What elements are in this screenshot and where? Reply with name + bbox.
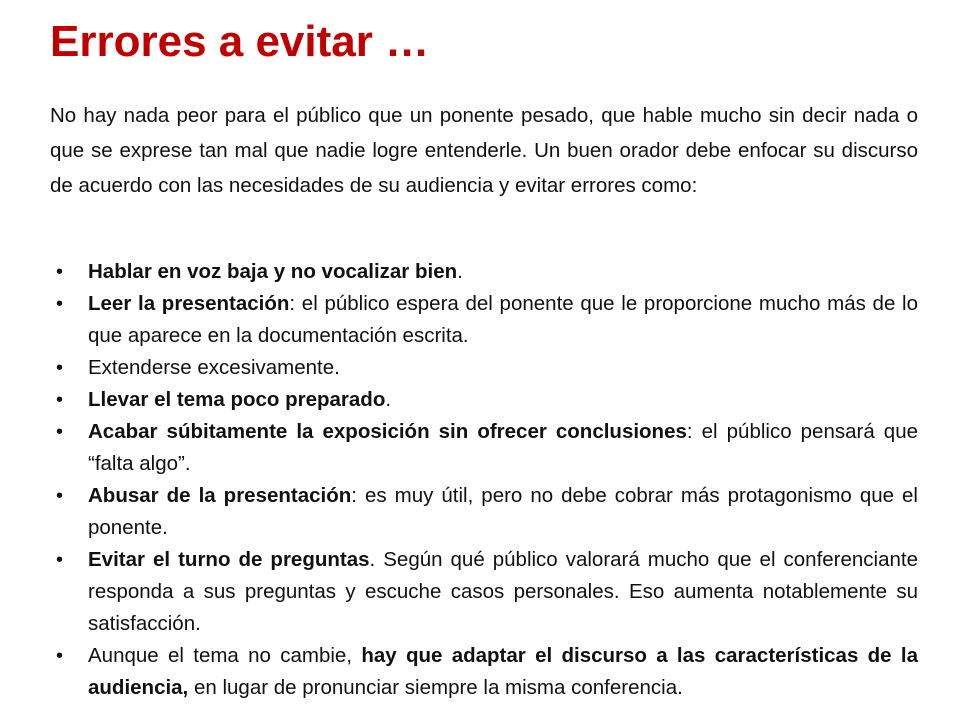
- item-text: : el público espera del ponente que le proporcione mucho más de lo que aparece en la documentación escrita.: [88, 292, 919, 347]
- item-emphasis: Evitar el turno de preguntas: [88, 548, 370, 571]
- item-text: : el público pensará que “falta algo”.: [88, 420, 918, 475]
- item-emphasis: Hablar en voz baja y no vocalizar bien: [88, 260, 458, 283]
- bullet-icon: •: [56, 389, 64, 411]
- item-text: .: [457, 260, 463, 283]
- bullet-icon: •: [56, 261, 64, 283]
- bullet-icon: •: [56, 293, 64, 315]
- item-emphasis: Abusar de la presentación: [88, 484, 352, 507]
- item-emphasis: Leer la presentación: [88, 292, 290, 315]
- list-item: [50, 384, 918, 416]
- list-item: [50, 416, 918, 480]
- bullet-icon: •: [56, 421, 64, 443]
- error-list: [50, 256, 918, 704]
- list-item: [50, 640, 918, 704]
- bullet-icon: •: [56, 485, 64, 507]
- item-text: . Según qué público valorará mucho que el conferenciante responda a sus preguntas y escuche casos personales. Eso aumenta notablemente su satisfacción.: [88, 548, 919, 635]
- intro-paragraph: No hay nada peor para el público que un ponente pesado, que hable mucho sin decir nada o que se exprese tan mal que nadie logre entenderle. Un buen orador debe enfocar su discurso de acuerdo con las necesidades de su audiencia y evitar errores como:: [50, 104, 918, 197]
- slide-title: Errores a evitar …: [50, 17, 430, 66]
- item-text: en lugar de pronunciar siempre la misma conferencia.: [188, 676, 683, 699]
- item-text: .: [385, 388, 392, 411]
- bullet-icon: •: [56, 357, 64, 379]
- bullet-icon: •: [56, 645, 64, 667]
- list-item: [50, 352, 918, 384]
- list-item: [50, 288, 918, 352]
- item-emphasis: Llevar el tema poco preparado: [88, 388, 386, 411]
- list-item: [50, 480, 918, 544]
- item-text: Aunque el tema no cambie,: [88, 644, 362, 667]
- bullet-icon: •: [56, 549, 64, 571]
- item-emphasis: Acabar súbitamente la exposición sin ofrecer conclusiones: [88, 420, 687, 443]
- item-emphasis: hay que adaptar el discurso a las características de la audiencia,: [88, 644, 918, 699]
- item-text: Extenderse excesivamente.: [88, 356, 340, 379]
- list-item: [50, 256, 918, 288]
- list-item: [50, 544, 918, 640]
- item-text: : es muy útil, pero no debe cobrar más protagonismo que el ponente.: [88, 484, 918, 539]
